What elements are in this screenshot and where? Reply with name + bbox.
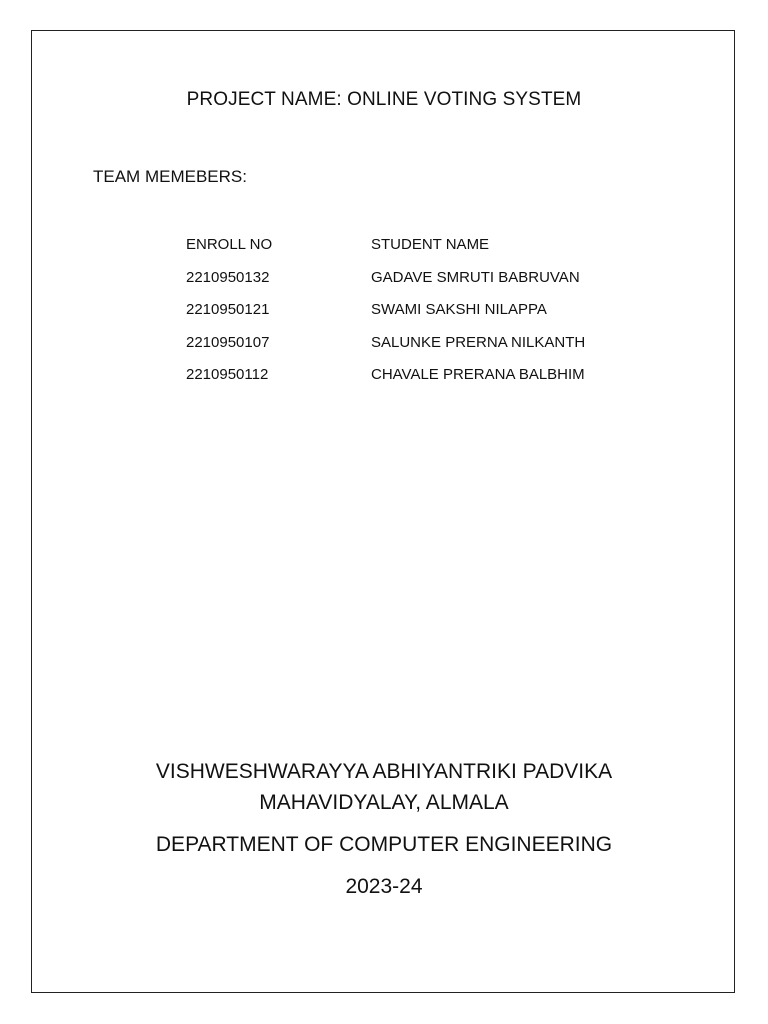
- table-header-row: [186, 236, 631, 269]
- table-row: [186, 366, 631, 399]
- student-name-header: STUDENT NAME: [371, 236, 490, 253]
- college-name: VISHWESHWARAYYA ABHIYANTRIKI PADVIKA MAHAVIDYALAY, ALMALA: [155, 760, 613, 814]
- enroll-no-cell: 2210950112: [186, 366, 269, 384]
- academic-year: 2023-24: [345, 875, 423, 898]
- enroll-no-header: ENROLL NO: [186, 236, 273, 253]
- institution-block: [0, 756, 768, 902]
- project-title: PROJECT NAME: ONLINE VOTING SYSTEM: [186, 89, 582, 110]
- student-name-cell: SALUNKE PRERNA NILKANTH: [371, 333, 586, 351]
- department-name: DEPARTMENT OF COMPUTER ENGINEERING: [155, 833, 613, 856]
- student-name-cell: CHAVALE PRERANA BALBHIM: [371, 366, 585, 384]
- table-row: [186, 334, 631, 367]
- table-row: [186, 301, 631, 334]
- student-name-cell: GADAVE SMRUTI BABRUVAN: [371, 268, 580, 286]
- enroll-no-cell: 2210950132: [186, 268, 270, 286]
- table-row: [186, 269, 631, 302]
- enroll-no-cell: 2210950121: [186, 301, 270, 319]
- members-table: [186, 236, 631, 399]
- team-members-label: TEAM MEMEBERS:: [93, 167, 247, 186]
- student-name-cell: SWAMI SAKSHI NILAPPA: [371, 301, 547, 319]
- enroll-no-cell: 2210950107: [186, 333, 270, 351]
